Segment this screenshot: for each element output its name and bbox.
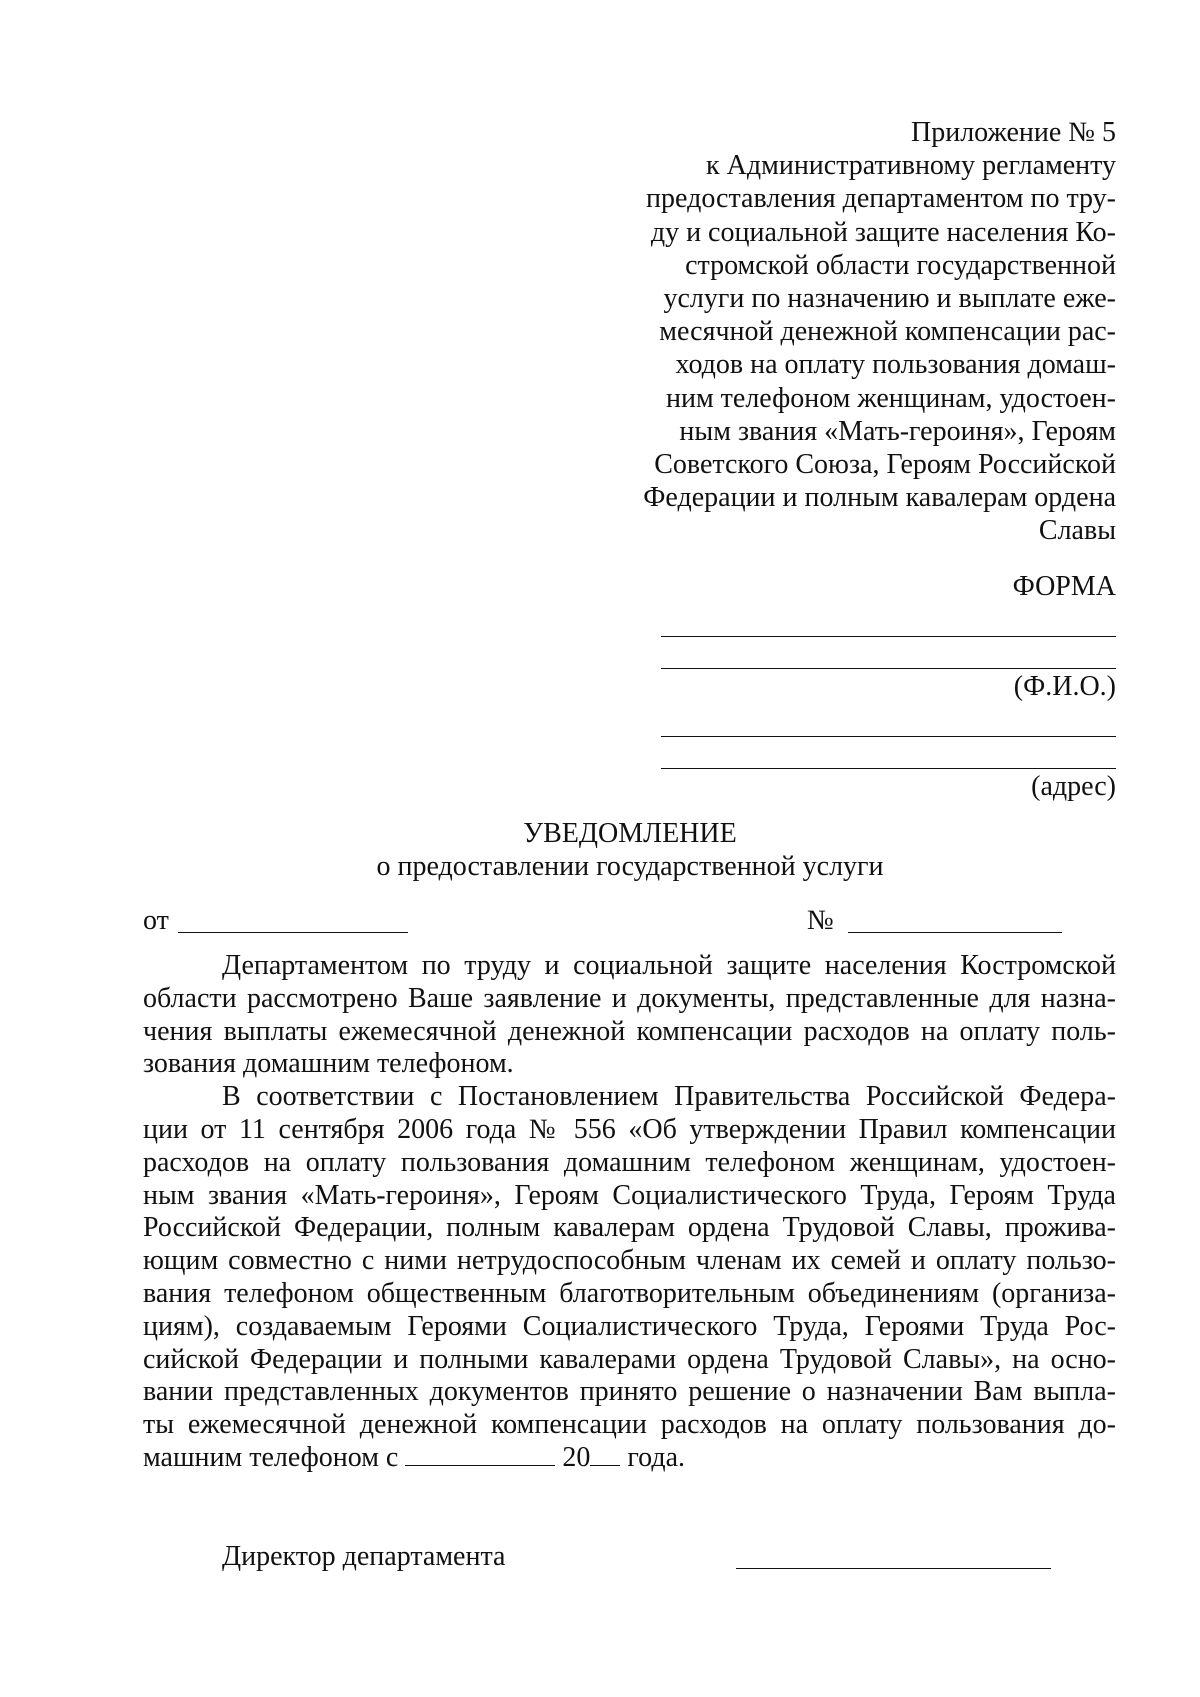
body-line: ющим совместно с ними нетрудоспособным членам их семей и оплату пользо- [143, 1245, 1116, 1277]
date-label: от [143, 905, 169, 936]
recipient-name-line-1[interactable] [661, 636, 1116, 637]
annex-line: Федерации и полным кавалерам ордена [643, 482, 1116, 514]
annex-line: ным звания «Мать-героиня», Героям [679, 415, 1116, 447]
document-title: УВЕДОМЛЕНИЕ [523, 818, 737, 849]
annex-header [630, 116, 1116, 548]
number-field[interactable] [848, 932, 1062, 933]
body-line: ным звания «Мать-героиня», Героям Социалистического Труда, Героям Труда [143, 1179, 1116, 1211]
annex-line: ним телефоном женщинам, удостоен- [665, 382, 1116, 414]
body-line: Департаментом по труду и социальной защите населения Костромской [222, 950, 1116, 981]
name-caption: (Ф.И.О.) [1013, 671, 1116, 702]
annex-line: Советского Союза, Героям Российской [654, 449, 1116, 481]
final-line-end: года. [627, 1441, 686, 1473]
annex-line: ду и социальной защите населения Ко- [650, 216, 1116, 248]
director-title: Директор департамента [222, 1541, 506, 1572]
final-line-text: машним телефоном с [143, 1441, 399, 1473]
body-line: Российской Федерации, полным кавалерам ордена Трудовой Славы, прожива- [143, 1212, 1116, 1244]
body-line: В соответствии с Постановлением Правительства Российской Федера- [222, 1081, 1116, 1113]
form-label: ФОРМА [1012, 571, 1116, 602]
signature-line[interactable] [736, 1568, 1051, 1569]
body-final-line [143, 1442, 1116, 1475]
annex-line: Приложение № 5 [911, 117, 1116, 148]
annex-line: к Административному регламенту [706, 150, 1116, 182]
body-line: расходов на оплату пользования домашним телефоном женщинам, удостоен- [143, 1146, 1116, 1178]
recipient-address-line-2[interactable] [661, 768, 1116, 769]
annex-line: ходов на оплату пользования домаш- [675, 349, 1116, 381]
recipient-address-line-1[interactable] [661, 736, 1116, 737]
body-line: вания телефоном общественным благотворительным объединениям (организа- [143, 1277, 1116, 1309]
body-line: ции от 11 сентября 2006 года № 556 «Об утверждении Правил компенсации [143, 1113, 1116, 1145]
number-label: № [807, 905, 834, 936]
start-date-field[interactable] [405, 1443, 555, 1466]
annex-line: стромской области государственной [685, 249, 1116, 281]
annex-line: предоставления департаментом по тру- [646, 183, 1116, 215]
annex-line: Славы [1038, 515, 1116, 547]
body-line: ты ежемесячной денежной компенсации расходов на оплату пользования до- [143, 1409, 1116, 1441]
address-caption: (адрес) [1031, 771, 1116, 802]
body-line: зования домашним телефоном. [143, 1048, 514, 1080]
body-line: области рассмотрено Ваше заявление и документы, представленные для назна- [143, 982, 1116, 1014]
recipient-name-line-2[interactable] [661, 668, 1116, 669]
year-prefix: 20 [562, 1441, 591, 1473]
date-field[interactable] [178, 932, 408, 933]
document-subtitle: о предоставлении государственной услуги [376, 851, 884, 882]
body-line: вании представленных документов принято решение о назначении Вам выпла- [143, 1376, 1116, 1408]
body-line: чения выплаты ежемесячной денежной компенсации расходов на оплату поль- [143, 1015, 1116, 1047]
annex-line: месячной денежной компенсации рас- [659, 316, 1116, 348]
notice-body [143, 950, 1116, 1475]
body-line: циям), создаваемым Героями Социалистического Труда, Героями Труда Рос- [143, 1310, 1116, 1342]
body-line: сийской Федерации и полными кавалерами ордена Трудовой Славы», на осно- [143, 1343, 1116, 1375]
year-suffix-field[interactable] [590, 1443, 620, 1466]
annex-line: услуги по назначению и выплате еже- [663, 283, 1116, 315]
